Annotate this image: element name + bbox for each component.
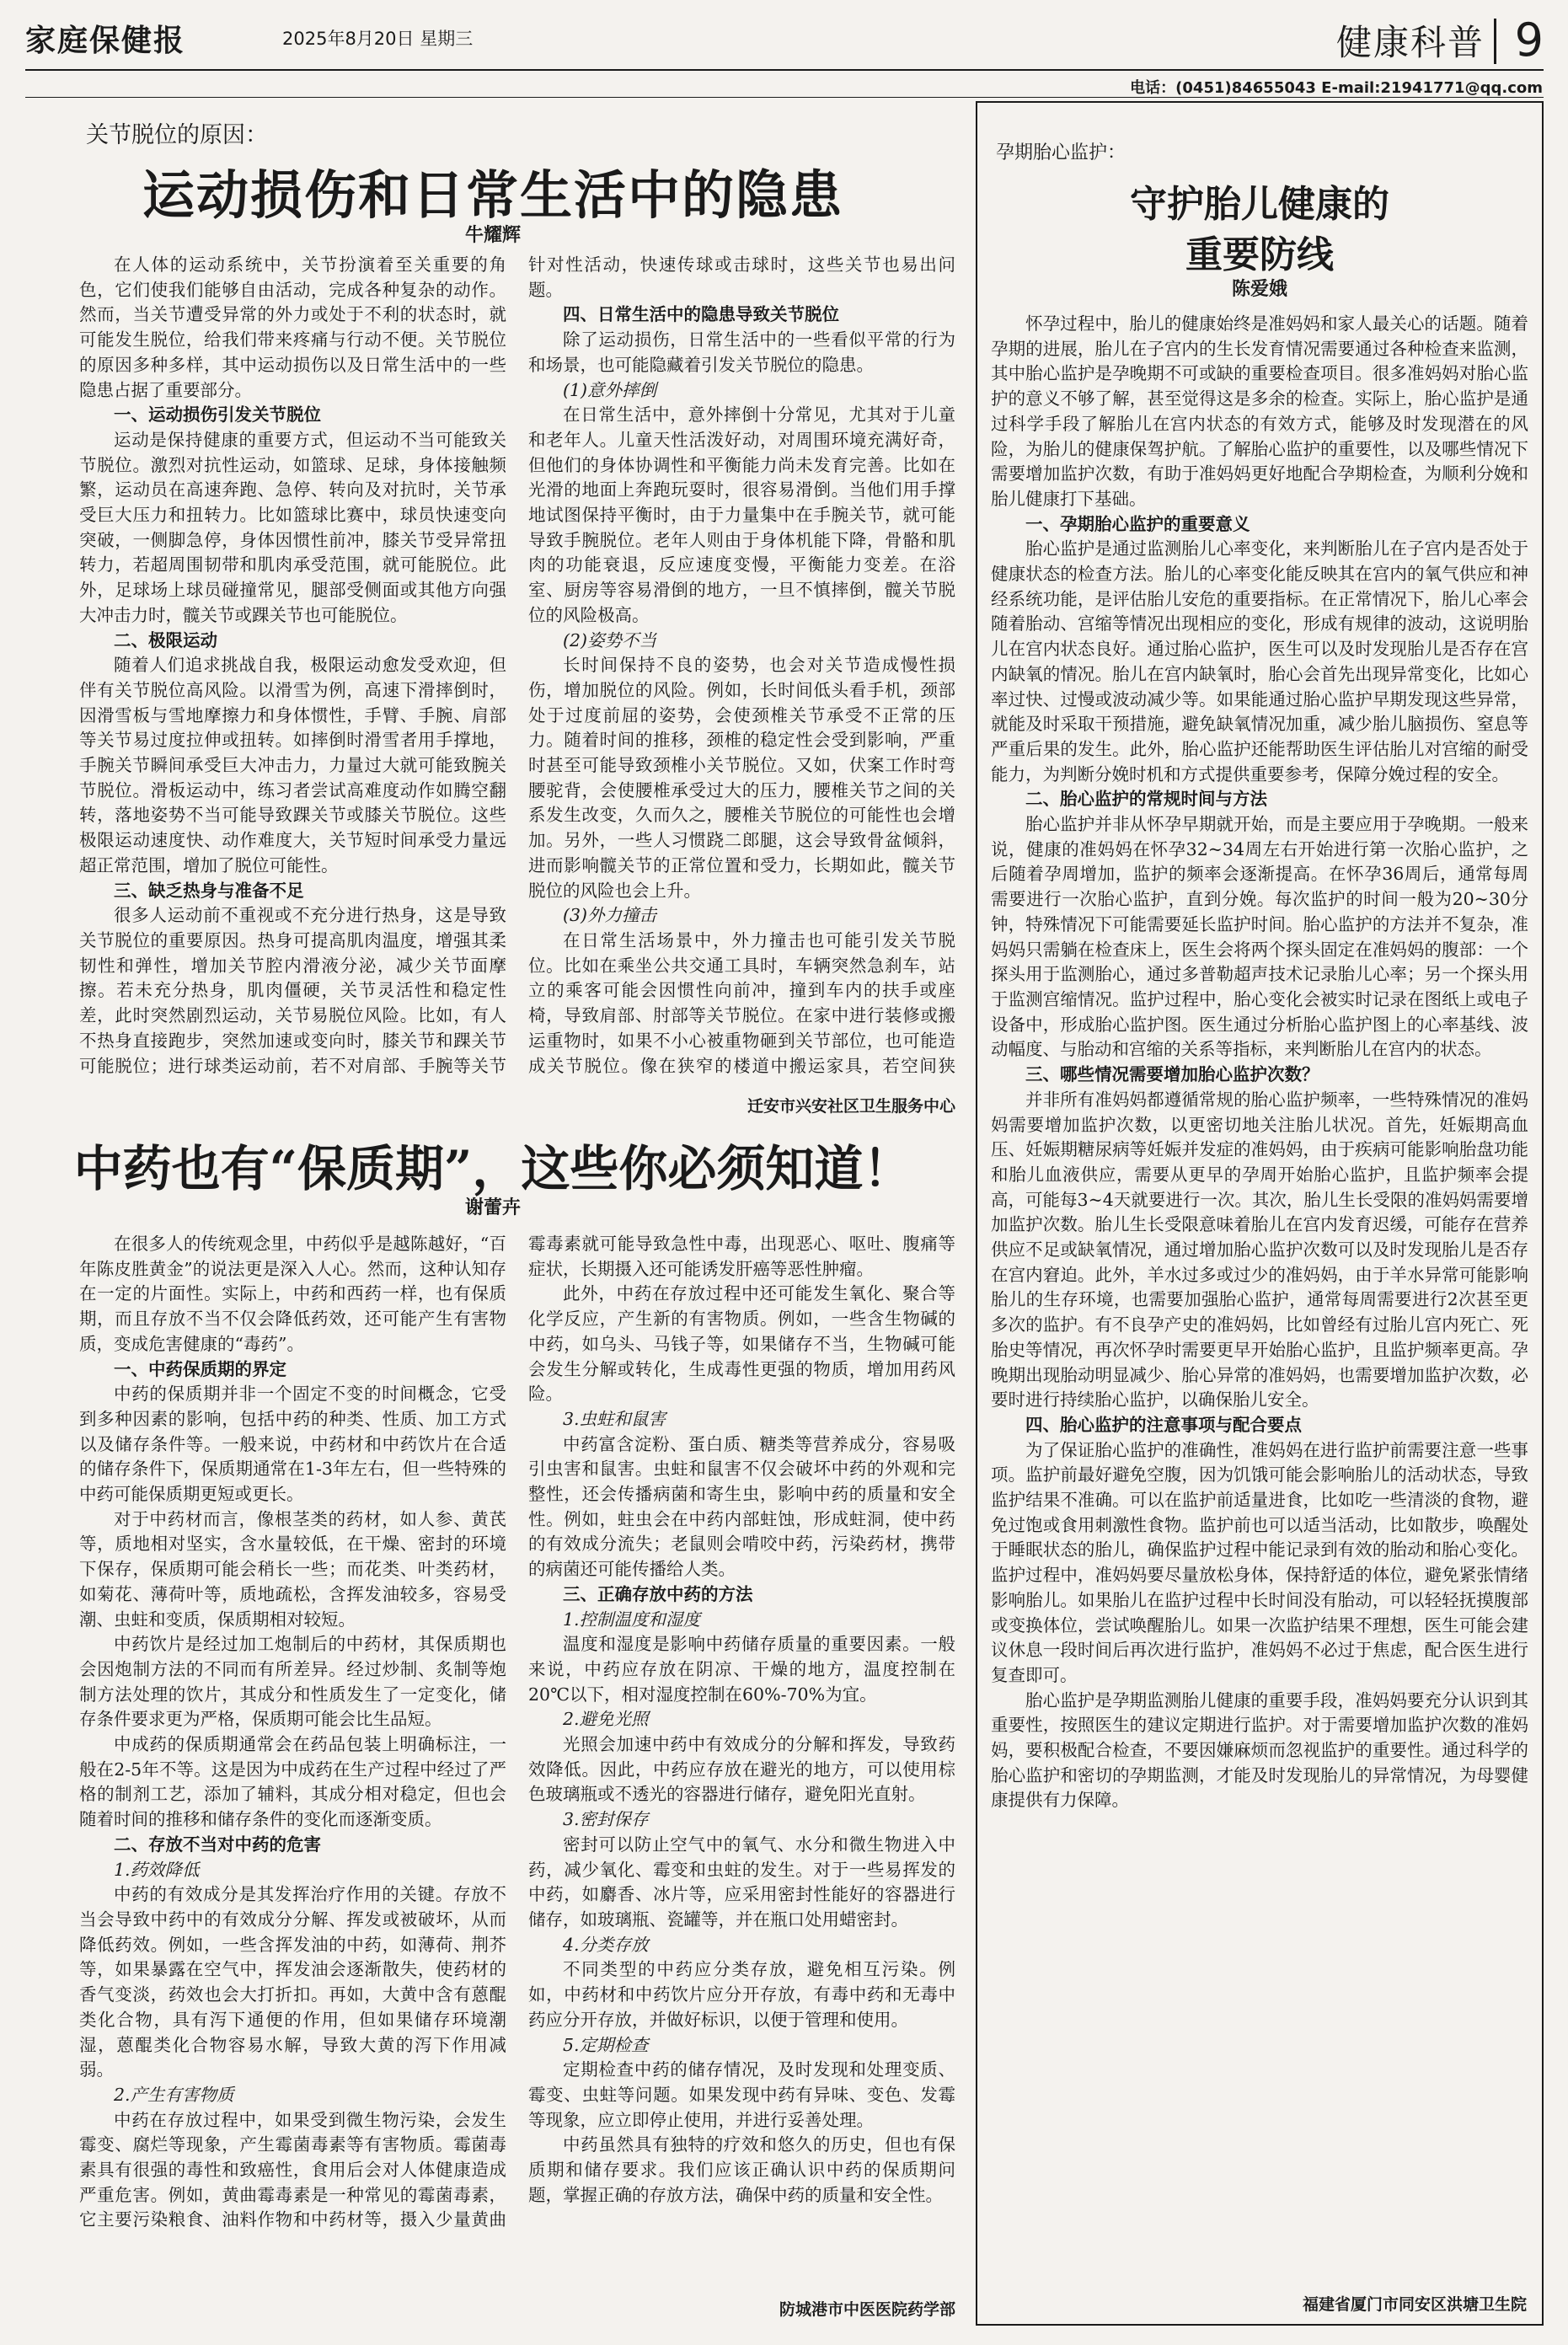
section-heading: 5.定期检查 (563, 2034, 649, 2055)
section-heading: (3)外力撞击 (563, 905, 657, 926)
article1-byline: 牛耀辉 (464, 225, 521, 246)
section-title: 健康科普 (1335, 22, 1485, 63)
section-heading: 四、胎心监护的注意事项与配合要点 (1025, 1414, 1302, 1435)
section-heading: 三、哪些情况需要增加胎心监护次数？ (1025, 1064, 1319, 1085)
section-heading: 二、存放不当对中药的危害 (114, 1834, 321, 1855)
paragraph: 中药虽然具有独特的疗效和悠久的历史，但也有保质期和储存要求。我们应该正确认识中药的保质期问题，掌握正确的存放方法，确保中药的质量和安全性。 (528, 2134, 955, 2205)
section-heading: 2.避免光照 (563, 1709, 649, 1730)
article2-byline: 谢蕾卉 (464, 1197, 521, 1218)
paragraph: 中药的有效成分是其发挥治疗作用的关键。存放不当会导致中药中的有效成分分解、挥发或被破坏，从而降低药效。例如，一些含挥发油的中药，如薄荷、荆芥等，如果暴露在空气中，挥发油会逐渐散失，使药材的香气变淡，药效也会大打折扣。再如，大黄中含有蒽醌类化合物，具有泻下通便的作用，但如果储存环境潮湿，蒽醌类化合物容易水解，导致大黄的泻下作用减弱。 (79, 1884, 506, 2080)
section-heading: 2.产生有害物质 (114, 2084, 234, 2105)
page-number: 9 (1514, 13, 1544, 67)
section-heading: 二、胎心监护的常规时间与方法 (1025, 789, 1267, 810)
section-heading: 1.药效降低 (114, 1859, 200, 1880)
article3-headline-line1: 守护胎儿健康的 (1130, 183, 1389, 226)
article-tcm-shelf-life (25, 1129, 961, 2326)
paragraph: 在很多人的传统观念里，中药似乎是越陈越好，“百年陈皮胜黄金”的说法更是深入人心。然而，这种认知存在一定的片面性。实际上，中药和西药一样，也有保质期，而且存放不当不仅会降低药效，还可能产生有害物质，变成危害健康的“毒药”。 (79, 1234, 506, 1354)
section-heading: 四、日常生活中的隐患导致关节脱位 (563, 304, 839, 325)
paragraph: 胎心监护是孕期监测胎儿健康的重要手段，准妈妈要充分认识到其重要性，按照医生的建议定期进行监护。对于需要增加监护次数的准妈妈，要积极配合检查，不要因嫌麻烦而忽视监护的重要性。通过科学的胎心监护和密切的孕期监测，才能及时发现胎儿的异常情况，为母婴健康提供有力保障。 (991, 1689, 1528, 1811)
paragraph: 除了运动损伤，日常生活中的一些看似平常的行为和场景，也可能隐藏着引发关节脱位的隐患。 (528, 329, 955, 375)
section-heading: 一、孕期胎心监护的重要意义 (1025, 513, 1250, 534)
paragraph: 并非所有准妈妈都遵循常规的胎心监护频率，一些特殊情况的准妈妈需要增加监护次数，以更密切地关注胎儿状况。首先，妊娠期高血压、妊娠期糖尿病等妊娠并发症的准妈妈，由于疾病可能影响胎盘功能和胎儿血液供应，需要从更早的孕周开始胎心监护，且监护频率会提高，可能每3~4天就要进行一次。其次，胎儿生长受限的准妈妈需要增加监护次数。胎儿生长受限意味着胎儿在宫内发育迟缓，可能存在营养供应不足或缺氧情况，通过增加胎心监护次数可以及时发现胎儿是否存在宫内窘迫。此外，羊水过多或过少的准妈妈，由于羊水异常可能影响胎儿的生存环境，也需要加强胎心监护，通常每周需要进行2次甚至更多次的监护。有不良孕产史的准妈妈，比如曾经有过胎儿宫内死亡、死胎史等情况，再次怀孕时需要更早开始胎心监护，且监护频率更高。孕晚期出现胎动明显减少、胎心异常的准妈妈，也需要增加监护次数，必要时进行持续胎心监护，以确保胎儿安全。 (991, 1089, 1528, 1411)
section-heading: (1)意外摔倒 (563, 379, 657, 400)
section-heading: 三、缺乏热身与准备不足 (114, 880, 304, 901)
paragraph: 光照会加速中药中有效成分的分解和挥发，导致药效降低。因此，中药应存放在避光的地方，可以使用棕色玻璃瓶或不透光的容器进行储存，避免阳光直射。 (528, 1734, 955, 1805)
article1-body (79, 253, 955, 1085)
section-heading: 3.密封保存 (563, 1809, 649, 1830)
paragraph: 对于中药材而言，像根茎类的药材，如人参、黄芪等，质地相对坚实，含水量较低，在干燥、密封的环境下保存，保质期可能会稍长一些；而花类、叶类药材，如菊花、薄荷叶等，质地疏松，含挥发油较多，容易受潮、虫蛀和变质，保质期相对较短。 (79, 1508, 506, 1630)
paragraph: 随着人们追求挑战自我，极限运动愈发受欢迎，但伴有关节脱位高风险。以滑雪为例，高速下滑摔倒时，因滑雪板与雪地摩擦力和身体惯性，手臂、手腕、肩部等关节易过度拉伸或扭转。如摔倒时滑雪者用手撑地，手腕关节瞬间承受巨大冲击力，力量过大就可能致腕关节脱位。滑板运动中，练习者尝试高难度动作如腾空翻转，落地姿势不当可能导致踝关节或膝关节脱位。这些极限运动速度快、动作难度大，关节短时间承受力量远超正常范围，增加了脱位可能性。 (79, 655, 506, 875)
section-heading: 一、运动损伤引发关节脱位 (114, 404, 321, 426)
paragraph: 中药饮片是经过加工炮制后的中药材，其保质期也会因炮制方法的不同而有所差异。经过炒制、炙制等炮制方法处理的饮片，其成分和性质发生了一定变化，储存条件要求更为严格，保质期可能会比生品短。 (79, 1634, 506, 1730)
paragraph: 中药的保质期并非一个固定不变的时间概念，它受到多种因素的影响，包括中药的种类、性质、加工方式以及储存条件等。一般来说，中药材和中药饮片在合适的储存条件下，保质期通常在1-3年左右，但一些特殊的中药可能保质期更短或更长。 (79, 1384, 506, 1505)
article1-headline: 运动损伤和日常生活中的隐患 (142, 164, 843, 226)
article3-byline: 陈爱娥 (1231, 279, 1287, 300)
section-heading: 3.虫蛀和鼠害 (563, 1408, 666, 1429)
paragraph: 在人体的运动系统中，关节扮演着至关重要的角色，它们使我们能够自由活动，完成各种复杂的动作。然而，当关节遭受异常的外力或处于不利的状态时，就可能发生脱位，给我们带来疼痛与行动不便。关节脱位的原因多种多样，其中运动损伤以及日常生活中的一些隐患占据了重要部分。 (79, 254, 506, 400)
issue-date: 2025年8月20日 星期三 (282, 29, 474, 49)
article-fetal-monitoring-box (976, 101, 1544, 2326)
contact-line: 电话：(0451)84655043 E-mail:21941771@qq.com (1130, 79, 1543, 97)
section-heading: 三、正确存放中药的方法 (563, 1583, 753, 1604)
article3-headline-line2: 重要防线 (1185, 233, 1334, 276)
article1-kicker: 关节脱位的原因： (86, 122, 268, 148)
paragraph: 在日常生活场景中，外力撞击也可能引发关节脱位。比如在乘坐公共交通工具时，车辆突然急刹车，站立的乘客可能会因惯性向前冲，撞到车内的扶手或座椅，导致肩部、肘部等关节脱位。在家中进行装修或搬运重物时，如果不小心被重物砸到关节部位，也可能造成关节脱位。像在狭窄的楼道中搬运家具，若空间狭 (528, 929, 955, 1076)
paragraph: 温度和湿度是影响中药储存质量的重要因素。一般来说，中药应存放在阴凉、干燥的地方，温度控制在20℃以下，相对湿度控制在60%-70%为宜。 (528, 1634, 955, 1705)
article3-body (991, 312, 1528, 2283)
paragraph: 密封可以防止空气中的氧气、水分和微生物进入中药，减少氧化、霉变和虫蛀的发生。对于一些易挥发的中药，如麝香、冰片等，应采用密封性能好的容器进行储存，如玻璃瓶、瓷罐等，并在瓶口处用蜡密封。 (528, 1834, 955, 1930)
paragraph: 胎心监护是通过监测胎儿心率变化，来判断胎儿在子宫内是否处于健康状态的检查方法。胎儿的心率变化能反映其在宫内的氧气供应和神经系统功能，是评估胎儿安危的重要指标。在正常情况下，胎儿心率会随着胎动、宫缩等情况出现相应的变化，形成有规律的波动，这说明胎儿在宫内状态良好。通过胎心监护，医生可以及时发现胎儿是否存在宫内缺氧的情况。胎儿在宫内缺氧时，胎心会首先出现异常变化，比如心率过快、过慢或波动减少等。如果能通过胎心监护早期发现这些异常，就能及时采取干预措施，避免缺氧情况加重，减少胎儿脑损伤、窒息等严重后果的发生。此外，胎心监护还能帮助医生评估胎儿对宫缩的耐受能力，为判断分娩时机和方式提供重要参考，保障分娩过程的安全。 (991, 538, 1528, 784)
paragraph: 为了保证胎心监护的准确性，准妈妈在进行监护前需要注意一些事项。监护前最好避免空腹，因为饥饿可能会影响胎儿的活动状态，导致监护结果不准确。可以在监护前适量进食，比如吃一些清淡的食物，避免过饱或食用刺激性食物。监护前也可以适当活动，比如散步，唤醒处于睡眠状态的胎儿，确保监护过程中能记录到有效的胎动和胎心变化。监护过程中，准妈妈要尽量放松身体，保持舒适的体位，避免紧张情绪影响胎儿。如果胎儿在监护过程中长时间没有胎动，可以轻轻抚摸腹部或变换体位，尝试唤醒胎儿。如果一次监护结果不理想，医生可能会建议休息一段时间后再次进行监护，准妈妈不必过于焦虑，配合医生进行复查即可。 (991, 1439, 1528, 1685)
section-heading: (2)姿势不当 (563, 629, 657, 650)
masthead (25, 15, 1544, 66)
article2-headline: 中药也有“保质期”，这些你必须知道！ (73, 1140, 912, 1197)
paragraph: 此外，中药在存放过程中还可能发生氧化、聚合等化学反应，产生新的有害物质。例如，一些含生物碱的中药，如乌头、马钱子等，如果储存不当，生物碱可能会发生分解或转化，生成毒性更强的物质，增加用药风险。 (528, 1283, 955, 1405)
paragraph: 长时间保持不良的姿势，也会对关节造成慢性损伤，增加脱位的风险。例如，长时间低头看手机，颈部处于过度前屈的姿势，会使颈椎关节承受不正常的压力。随着时间的推移，颈椎的稳定性会受到影响，严重时甚至可能导致颈椎小关节脱位。又如，伏案工作时弯腰驼背，会使腰椎承受过大的压力，腰椎关节之间的关系发生改变，久而久之，腰椎关节脱位的可能性也会增加。另外，一些人习惯跷二郎腿，这会导致骨盆倾斜，进而影响髋关节的正常位置和受力，长期如此，髋关节脱位的风险也会上升。 (528, 655, 955, 901)
masthead-rule (25, 69, 1544, 71)
paragraph: 胎心监护并非从怀孕早期就开始，而是主要应用于孕晚期。一般来说，健康的准妈妈在怀孕32~34周左右开始进行第一次胎心监护，之后随着孕周增加，监护的频率会逐渐提高。在怀孕36周后，通常每周需要进行一次胎心监护，直到分娩。每次监护的时间一般为20~30分钟，特殊情况下可能需要延长监护时间。胎心监护的方法并不复杂，准妈妈只需躺在检查床上，医生会将两个探头固定在准妈妈的腹部：一个探头用于监测胎心，通过多普勒超声技术记录胎儿心率；另一个探头用于监测宫缩情况。监护过程中，胎心变化会被实时记录在图纸上或电子设备中，形成胎心监护图。医生通过分析胎心监护图上的心率基线、波动幅度、与胎动和宫缩的关系等指标，来判断胎儿在宫内的状态。 (991, 814, 1528, 1060)
article3-kicker: 孕期胎心监护： (996, 142, 1126, 163)
page-divider (1494, 19, 1496, 64)
paragraph: 运动是保持健康的重要方式，但运动不当可能致关节脱位。激烈对抗性运动，如篮球、足球，身体接触频繁，运动员在高速奔跑、急停、转向及对抗时，关节承受巨大压力和扭转力。比如篮球比赛中，球员快速变向突破，一侧脚急停，身体因惯性前冲，膝关节受异常扭转力，若超周围韧带和肌肉承受范围，就可能脱位。此外，足球场上球员碰撞常见，腿部受侧面或其他方向强大冲击力时，髋关节或踝关节也可能脱位。 (79, 429, 506, 625)
paragraph: 中药富含淀粉、蛋白质、糖类等营养成分，容易吸引虫害和鼠害。虫蛀和鼠害不仅会破坏中药的外观和完整性，还会传播病菌和寄生虫，影响中药的质量和安全性。例如，蛀虫会在中药内部蛀蚀，形成蛀洞，使中药的有效成分流失；老鼠则会啃咬中药，污染药材，携带的病菌还可能传播给人类。 (528, 1433, 955, 1580)
article3-source: 福建省厦门市同安区洪塘卫生院 (1302, 2295, 1527, 2314)
section-heading: 一、中药保质期的界定 (114, 1358, 286, 1379)
article2-source: 防城港市中医医院药学部 (779, 2300, 955, 2319)
section-heading: 1.控制温度和湿度 (563, 1609, 701, 1630)
paper-name: 家庭保健报 (25, 23, 186, 58)
article1-source: 迁安市兴安社区卫生服务中心 (747, 1097, 955, 1116)
contact-rule (25, 97, 1544, 98)
section-heading: 二、极限运动 (114, 629, 217, 650)
paragraph: 在日常生活中，意外摔倒十分常见，尤其对于儿童和老年人。儿童天性活泼好动，对周围环境充满好奇，但他们的身体协调性和平衡能力尚未发育完善。比如在光滑的地面上奔跑玩耍时，很容易滑倒。当他们用手撑地试图保持平衡时，由于力量集中在手腕关节，就可能导致手腕脱位。老年人则由于身体机能下降，骨骼和肌肉的功能衰退，反应速度变慢，平衡能力变差。在浴室、厨房等容易滑倒的地方，一旦不慎摔倒，髋关节脱位的风险极高。 (528, 404, 955, 625)
paragraph: 定期检查中药的储存情况，及时发现和处理变质、霉变、虫蛀等问题。如果发现中药有异味、变色、发霉等现象，应立即停止使用，并进行妥善处理。 (528, 2059, 955, 2130)
paragraph: 怀孕过程中，胎儿的健康始终是准妈妈和家人最关心的话题。随着孕期的进展，胎儿在子宫内的生长发育情况需要通过各种检查来监测，其中胎心监护是孕晚期不可或缺的重要检查项目。很多准妈妈对胎心监护的意义不够了解，甚至觉得这是多余的检查。实际上，胎心监护是通过科学手段了解胎儿在宫内状态的有效方式，能够及时发现潜在的风险，为胎儿的健康保驾护航。了解胎心监护的重要性，以及哪些情况下需要增加监护次数，有助于准妈妈更好地配合孕期检查，为顺利分娩和胎儿健康打下基础。 (991, 313, 1528, 509)
paragraph: 中药在存放过程中，如果受到微生物污染，会发生霉变、腐烂等现象，产生霉菌毒素等有害物质。霉菌毒素具有很强的毒性和致癌性，食用后会对人体健康造成严重危害。例如，黄曲霉毒素是一种常见的霉菌毒素，它主要污染粮食、油料作物和中药材等，摄入少量黄曲霉毒素就可能导致急性中毒，出现恶心、呕吐、腹痛等症状，长期摄入还可能诱发肝癌等恶性肿瘤。 (79, 1234, 955, 2230)
paragraph: 不同类型的中药应分类存放，避免相互污染。例如，中药材和中药饮片应分开存放，有毒中药和无毒中药应分开存放，并做好标识，以便于管理和使用。 (528, 1959, 955, 2030)
paragraph: 很多人运动前不重视或不充分进行热身，这是导致关节脱位的重要原因。热身可提高肌肉温度，增强其柔韧性和弹性，增加关节腔内滑液分泌，减少关节面摩擦。若未充分热身，肌肉僵硬，关节灵活性和稳定性差，此时突然剧烈运动，关节易脱位风险。比如，有人不热身直接跑步，突然加速或变向时，膝关节和踝关节可能脱位；进行球类运动前，若不对肩部、手腕等关节针对性活动，快速传球或击球时，这些关节也易出问题。 (79, 254, 955, 1076)
paragraph: 中成药的保质期通常会在药品包装上明确标注，一般在2-5年不等。这是因为中成药在生产过程中经过了严格的制剂工艺，添加了辅料，其成分相对稳定，但也会随着时间的推移和储存条件的变化而逐渐变质。 (79, 1734, 506, 1830)
section-heading: 4.分类存放 (563, 1934, 649, 1955)
article2-body (79, 1232, 955, 2290)
article-joint-dislocation (25, 110, 961, 1121)
